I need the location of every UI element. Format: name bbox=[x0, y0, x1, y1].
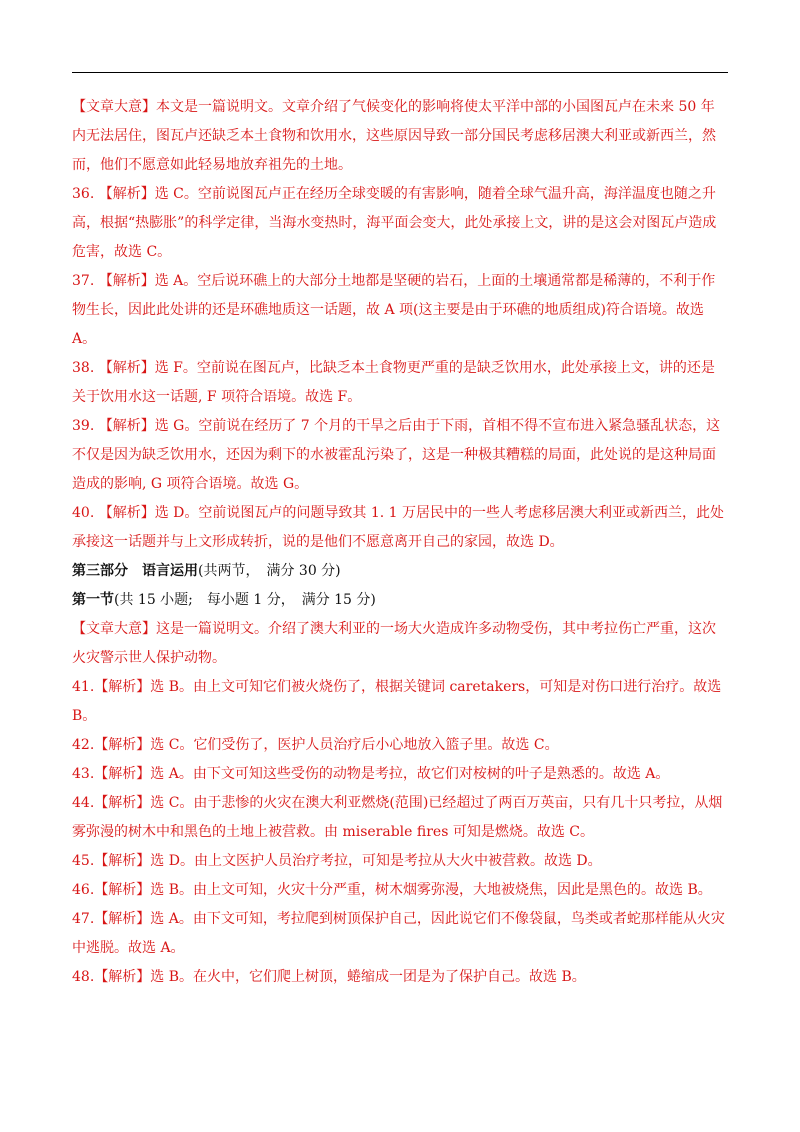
part-three-heading bbox=[72, 557, 728, 586]
answer-36: 36. 【解析】选 C。空前说图瓦卢正在经历全球变暖的有害影响，随着全球气温升高，海洋温度也随之升高，根据“热膨胀”的科学定律，当海水变热时，海平面会变大，此处承接上文，讲的是这会对图瓦卢造成危害，故选 C。 bbox=[72, 186, 717, 260]
section-one-note: (共 15 小题; 每小题 1 分， 满分 15 分) bbox=[114, 592, 376, 608]
answer-42: 42.【解析】选 C。它们受伤了，医护人员治疗后小心地放入篮子里。故选 C。 bbox=[72, 737, 559, 753]
article-summary-1: 【文章大意】本文是一篇说明文。文章介绍了气候变化的影响将使太平洋中部的小国图瓦卢在未来 50 年内无法居住，图瓦卢还缺乏本土食物和饮用水，这些原因导致一部分国民考虑移居澳大利亚或新西兰，然而，他们不愿意如此轻易地放弃祖先的土地。 bbox=[72, 99, 716, 173]
answer-44: 44.【解析】选 C。由于悲惨的火灾在澳大利亚燃烧(范围)已经超过了两百万英亩，只有几十只考拉，从烟雾弥漫的树木中和黑色的土地上被营救。由 miserable fires 可知是燃烧。故选 C。 bbox=[72, 795, 723, 840]
answer-43: 43.【解析】选 A。由下文可知这些受伤的动物是考拉，故它们对桉树的叶子是熟悉的。故选 A。 bbox=[72, 766, 670, 782]
answer-45: 45.【解析】选 D。由上文医护人员治疗考拉，可知是考拉从大火中被营救。故选 D。 bbox=[72, 853, 602, 869]
answer-38: 38. 【解析】选 F。空前说在图瓦卢，比缺乏本土食物更严重的是缺乏饮用水，此处承接上文，讲的还是关于饮用水这一话题, F 项符合语境。故选 F。 bbox=[72, 360, 715, 405]
answer-40: 40. 【解析】选 D。空前说图瓦卢的问题导致其 1. 1 万居民中的一些人考虑移居澳大利亚或新西兰，此处承接这一话题并与上文形成转折，说的是他们不愿意离开自己的家园，故选 D。 bbox=[72, 505, 725, 550]
answer-48: 48.【解析】选 B。在火中，它们爬上树顶，蜷缩成一团是为了保护自己。故选 B。 bbox=[72, 969, 586, 985]
header-rule bbox=[72, 72, 728, 73]
section-one-title: 第一节 bbox=[72, 592, 114, 608]
answer-content bbox=[72, 93, 728, 992]
answer-37: 37. 【解析】选 A。空后说环礁上的大部分土地都是坚硬的岩石，上面的土壤通常都是稀薄的，不利于作物生长，因此此处讲的还是环礁地质这一话题，故 A 项(这主要是由于环礁的地质组成)符合语境。故选 A。 bbox=[72, 273, 716, 347]
part-three-note: (共两节， 满分 30 分) bbox=[198, 563, 341, 579]
answer-46: 46.【解析】选 B。由上文可知，火灾十分严重，树木烟雾弥漫，大地被烧焦，因此是黑色的。故选 B。 bbox=[72, 882, 712, 898]
answer-47: 47.【解析】选 A。由下文可知，考拉爬到树顶保护自己，因此说它们不像袋鼠，鸟类或者蛇那样能从火灾中逃脱。故选 A。 bbox=[72, 911, 725, 956]
part-three-title: 第三部分 语言运用 bbox=[72, 563, 198, 579]
article-summary-2: 【文章大意】这是一篇说明文。介绍了澳大利亚的一场大火造成许多动物受伤，其中考拉伤亡严重，这次火灾警示世人保护动物。 bbox=[72, 621, 716, 666]
answer-41: 41.【解析】选 B。由上文可知它们被火烧伤了，根据关键词 caretakers，可知是对伤口进行治疗。故选 B。 bbox=[72, 679, 722, 724]
answer-39: 39. 【解析】选 G。空前说在经历了 7 个月的干旱之后由于下雨，首相不得不宣布进入紧急骚乱状态，这不仅是因为缺乏饮用水，还因为剩下的水被霍乱污染了，这是一种极其糟糕的局面，此处说的是这种局面造成的影响, G 项符合语境。故选 G。 bbox=[72, 418, 721, 492]
section-one-heading bbox=[72, 586, 728, 615]
